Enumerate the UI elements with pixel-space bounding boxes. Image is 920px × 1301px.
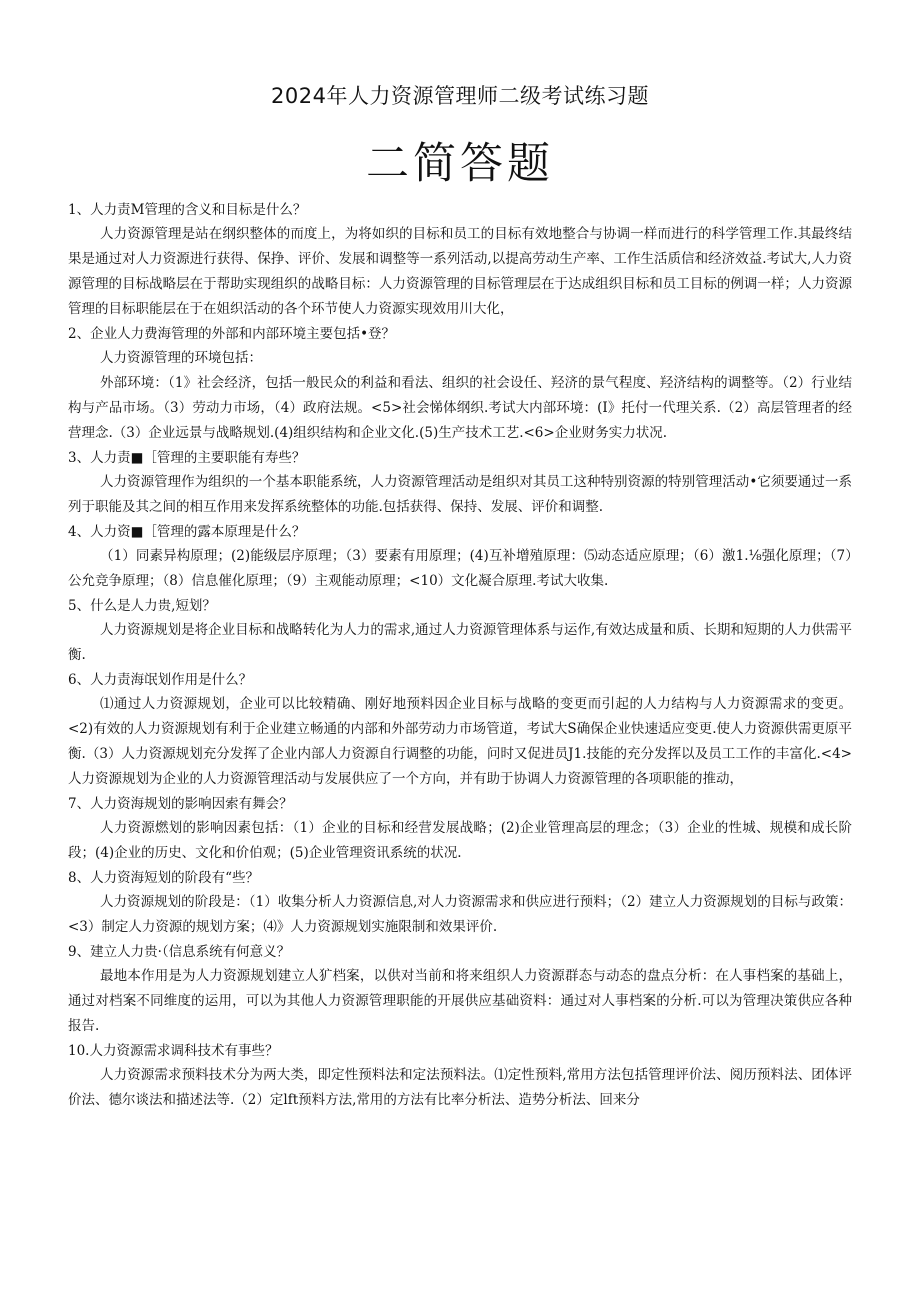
question-10: 10.人力资源需求调科技术有事些？ [68,1043,279,1059]
answer-7-paragraph: 人力资源燃划的影响因素包括：（1）企业的目标和经营发展战略；(2)企业管理高层的理念；（3）企业的性城、规模和成长阶段；(4)企业的历史、文化和价伯观；(5)企业管理资讯系统的状况. [68,820,852,861]
section-heading: 二简答题 [366,139,554,189]
question-7: 7、人力资海规划的影响因索有舞会？ [68,796,293,812]
question-9: 9、建立人力贵·（信息系统有何意义？ [68,944,291,960]
question-2: 2、企业人力费海管理的外部和内部环境主要包括•登？ [68,326,396,342]
answer-9-paragraph: 最地本作用是为人力资源规划建立人犷档案，以供对当前和将来组织人力资源群态与动态的盘点分析：在人事档案的基础上，通过对档案不同维度的运用，可以为其他人力资源管理职能的开展供应基础资料：通过对人事档案的分析.可以为管理决策供应各种报告. [68,968,852,1034]
question-3: 3、人力责■［管理的主要职能有寿些？ [68,450,306,466]
answer-4-paragraph: （1）同素异构原理；(2)能级层序原理；（3）要素有用原理；(4)互补增殖原理：⑸动态适应原理；（6）激1.⅛强化原理；（7）公允竞争原理；（8）信息催化原理；（9）主观能动原理；<10）文化凝合原理.考试大收集. [68,548,852,589]
question-1: 1、人力责M管理的含义和目标是什么？ [68,202,307,218]
question-6: 6、人力责海氓划作用是什么？ [68,672,253,688]
answer-1-paragraph: 人力资源管理是站在纲织整体的而度上，为将如织的目标和员工的目标有效地整合与协调一样而进行的科学管理工作.其最终结果是通过对人力资源进行获得、保挣、评价、发展和调整等一系列活动,以提高劳动生产率、工作生活质信和经济效益.考试大,人力资源管理的目标战略层在于帮助实现组织的战略目标：人力资源管理的目标管理层在于达成组织目标和员工目标的例调一样；人力资源管理的目标职能层在于在姐织活动的各个环节使人力资源实现效用川大化， [68,226,852,317]
answer-2-paragraph: 外部环境：（1》社会经济，包括一般民众的利益和看法、组织的社会设任、羟济的景气程度、羟济结构的调整等。（2）行业结构与产品市场。（3）劳动力市场，（4）政府法规。<5>社会悌体纲织.考试大内部环境：(I》托付一代理关系.（2）高层管理者的经营理念.（3）企业远景与战略规划.(4)组织结构和企业文化.(5)生产技术工艺.<6>企业财务实力状况. [68,375,852,441]
answer-10-paragraph: 人力资源需求预料技术分为两大类，即定性预料法和定法预料法。⑴定性预料,常用方法包括管理评价法、阅历预料法、团体评价法、德尔谈法和描述法等.（2）定lft预料方法,常用的方法有比率分析法、造势分析法、回来分 [68,1067,852,1108]
question-8: 8、人力资海短划的阶段有“些？ [68,870,259,886]
answer-8-paragraph: 人力资源规划的阶段是：（1）收集分析人力资源信息,对人力资源需求和供应进行预料；（2）建立人力资源规划的目标与政策：<3）制定人力资源的规划方案；⑷》人力资源规划实施限制和效果评价. [68,894,852,935]
qa-list [68,198,852,1113]
answer-3-paragraph: 人力资源管理作为组织的一个基本职能系统，人力资源管理活动是组织对其员工这种特别资源的特别管理活动•它须要通过一系列于职能及其之间的相互作用来发挥系统整体的功能.包括获得、保持、发展、评价和调整. [68,474,852,515]
question-5: 5、什么是人力贵,短划？ [68,598,216,614]
answer-6-paragraph: ⑴通过人力资源规划，企业可以比较精确、刚好地预料因企业目标与战略的变更而引起的人力结构与人力资源需求的变更。<2)有效的人力资源规划有利于企业建立畅通的内部和外部劳动力市场管道，考试大S确保企业快速适应变更.使人力资源供需更原平衡.（3）人力资源规划充分发挥了企业内部人力资源自行调整的功能，问时又促进员J1.技能的充分发挥以及员工工作的丰富化.<4>人力资源规划为企业的人力资源管理活动与发展供应了一个方向，并有助于协调人力资源管理的各项职能的推动， [68,696,852,787]
answer-2-paragraph: 人力资源管理的环境包括： [100,350,262,366]
answer-5-paragraph: 人力资源规划是将企业目标和战略转化为人力的需求,通过人力资源管理体系与运作,有效达成量和质、长期和短期的人力供需平衡. [68,622,852,663]
question-4: 4、人力资■［管理的露本原理是什么？ [68,524,306,540]
document-title: 2024年人力资源管理师二级考试练习题 [271,84,649,108]
